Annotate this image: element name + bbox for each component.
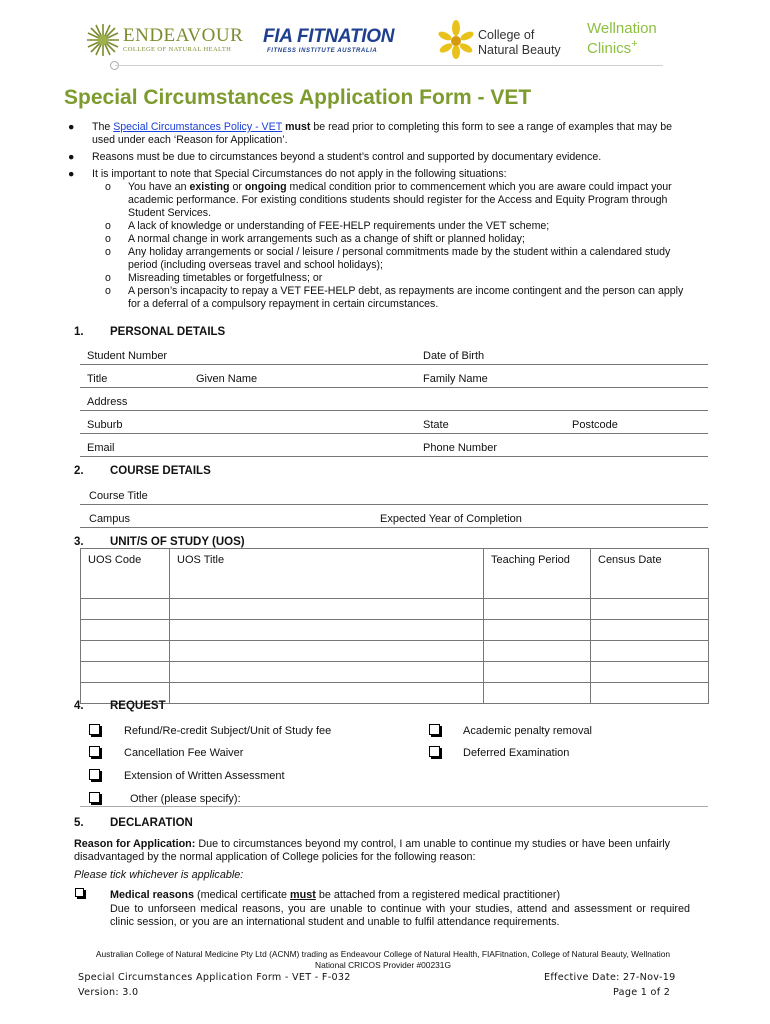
uos-cell[interactable] — [484, 662, 591, 683]
footer-version: Version: 3.0 — [78, 987, 139, 998]
exclusion-item-3: o A normal change in work arrangements such as a change of shift or planned holiday; — [105, 233, 525, 245]
table-row — [81, 620, 709, 641]
campus-label: Campus — [89, 513, 130, 525]
uos-cell[interactable] — [591, 641, 709, 662]
wellnation-wordmark-line1: Wellnation — [587, 20, 657, 37]
section-uos: 3. UNIT/S OF STUDY (UOS) — [74, 536, 245, 548]
header-rule — [115, 65, 663, 66]
course-title-label: Course Title — [89, 490, 148, 502]
tick-note: Please tick whichever is applicable: — [74, 869, 244, 881]
row-line-course-title[interactable] — [80, 504, 708, 505]
sub-bullet-icon: o — [105, 233, 111, 245]
option-deferred-exam-label: Deferred Examination — [463, 747, 570, 759]
reason-for-application: Reason for Application: Due to circumstances beyond my control, I am unable to continue my studies or have been unfairly disadvantaged by the normal application of College policies for the following reason: — [74, 838, 671, 863]
footer-note-line-1: Australian College of Natural Medicine Pty Ltd (ACNM) trading as Endeavour College of Natural Health, FIAFitnation, College of Natural Beauty, Wellnation — [95, 949, 671, 959]
uos-cell[interactable] — [81, 662, 170, 683]
table-row — [81, 641, 709, 662]
footer-note-line-2: National CRICOS Provider #00231G — [315, 960, 451, 970]
student-number-label: Student Number — [87, 350, 168, 362]
title-label: Title — [87, 373, 108, 385]
row-line-name[interactable] — [80, 387, 708, 388]
row-line-email[interactable] — [80, 456, 708, 457]
bullet-icon: ● — [68, 168, 75, 180]
postcode-label: Postcode — [572, 419, 618, 431]
page-title: Special Circumstances Application Form - VET — [64, 86, 532, 109]
uos-header-row — [81, 549, 709, 599]
checkbox-other[interactable] — [89, 792, 100, 803]
uos-cell[interactable] — [591, 599, 709, 620]
table-row — [81, 683, 709, 704]
checkbox-deferred-exam[interactable] — [429, 746, 440, 757]
medical-reasons-heading: Medical reasons (medical certificate must be attached from a registered medical practitioner) — [110, 889, 561, 901]
intro-bullet-2: ● Reasons must be due to circumstances beyond a student’s control and supported by documentary evidence. — [68, 151, 602, 163]
exclusion-item-1: o You have an existing or ongoing medical condition prior to commencement which you are aware could impact your academic performance. For existing conditions students should register for the Access and Equity Program through Student Services. — [105, 181, 672, 219]
expected-year-label: Expected Year of Completion — [380, 513, 522, 525]
uos-cell[interactable] — [81, 620, 170, 641]
section-personal-details: 1. PERSONAL DETAILS — [74, 326, 226, 338]
footer-entity-note — [68, 949, 698, 971]
uos-cell[interactable] — [170, 599, 484, 620]
section-request: 4. REQUEST — [74, 700, 166, 712]
checkbox-medical-reasons[interactable] — [75, 888, 84, 897]
option-extension-label: Extension of Written Assessment — [124, 770, 285, 782]
row-line-student-number[interactable] — [80, 364, 708, 365]
phone-label: Phone Number — [423, 442, 497, 454]
checkbox-extension[interactable] — [89, 769, 100, 780]
bullet-icon: ● — [68, 121, 75, 133]
checkbox-refund[interactable] — [89, 724, 100, 735]
bullet-icon: ● — [68, 151, 75, 163]
uos-cell[interactable] — [170, 620, 484, 641]
uos-col-teaching-period: Teaching Period — [484, 549, 591, 599]
college-natural-beauty-logo — [438, 20, 568, 60]
row-line-address[interactable] — [80, 410, 708, 411]
option-academic-penalty-label: Academic penalty removal — [463, 725, 593, 737]
email-label: Email — [87, 442, 115, 454]
uos-cell[interactable] — [484, 599, 591, 620]
uos-cell[interactable] — [591, 620, 709, 641]
fia-fitnation-logo — [263, 26, 413, 56]
policy-link[interactable]: Special Circumstances Policy - VET — [113, 121, 283, 133]
checkbox-academic-penalty[interactable] — [429, 724, 440, 735]
exclusion-item-6: o A person’s incapacity to repay a VET FEE-HELP debt, as repayments are income contingent and the person can apply for a deferral of a compulsory repayment in certain circumstances. — [105, 285, 684, 310]
exclusion-item-5: o Misreading timetables or forgetfulness; or — [105, 272, 323, 284]
uos-col-title: UOS Title — [170, 549, 484, 599]
section-declaration: 5. DECLARATION — [74, 817, 193, 829]
other-specify-line[interactable] — [80, 806, 708, 807]
uos-cell[interactable] — [591, 662, 709, 683]
row-line-suburb[interactable] — [80, 433, 708, 434]
cnb-wordmark-line2: Natural Beauty — [478, 43, 561, 57]
sub-bullet-icon: o — [105, 246, 111, 258]
row-line-campus[interactable] — [80, 527, 708, 528]
uos-col-census-date: Census Date — [591, 549, 709, 599]
intro-list — [64, 121, 694, 315]
state-label: State — [423, 419, 449, 431]
intro-bullet-1: ● The Special Circumstances Policy - VET must be read prior to completing this form to see a range of examples that may be used under each ‘Reason for Application’. — [68, 121, 672, 146]
endeavour-wordmark: ENDEAVOUR — [123, 25, 244, 46]
uos-col-code: UOS Code — [81, 549, 170, 599]
option-other-label: Other (please specify): — [130, 793, 241, 805]
table-row — [81, 662, 709, 683]
uos-cell[interactable] — [81, 599, 170, 620]
sub-bullet-icon: o — [105, 272, 111, 284]
sub-bullet-icon: o — [105, 285, 111, 297]
option-refund-label: Refund/Re-credit Subject/Unit of Study fee — [124, 725, 332, 737]
uos-cell[interactable] — [484, 620, 591, 641]
wellnation-wordmark-line2: Clinics+ — [587, 38, 638, 57]
footer-effective-date: Effective Date: 27-Nov-19 — [544, 972, 676, 983]
sub-bullet-icon: o — [105, 181, 111, 193]
fia-wordmark: FIA FITNATION — [263, 26, 395, 47]
uos-cell[interactable] — [170, 662, 484, 683]
exclusion-item-4: o Any holiday arrangements or social / leisure / personal commitments made by the student within a calendared study period (including overseas travel and school holidays); — [105, 246, 671, 271]
checkbox-cancellation-fee[interactable] — [89, 746, 100, 757]
flower-icon — [438, 20, 474, 60]
uos-cell[interactable] — [170, 641, 484, 662]
given-name-label: Given Name — [196, 373, 258, 385]
endeavour-star-icon — [85, 22, 121, 58]
wellnation-clinics-logo — [587, 20, 677, 60]
fia-tagline: FITNESS INSTITUTE AUSTRALIA — [267, 48, 378, 54]
uos-table — [80, 548, 709, 704]
uos-cell[interactable] — [484, 683, 591, 704]
footer-form-name: Special Circumstances Application Form - VET - F-032 — [78, 972, 351, 983]
uos-cell[interactable] — [591, 683, 709, 704]
section-course-details: 2. COURSE DETAILS — [74, 465, 211, 477]
family-name-label: Family Name — [423, 373, 488, 385]
suburb-label: Suburb — [87, 419, 123, 431]
cnb-wordmark-line1: College of — [478, 28, 535, 42]
dob-label: Date of Birth — [423, 350, 485, 362]
sub-bullet-icon: o — [105, 220, 111, 232]
address-label: Address — [87, 396, 128, 408]
medical-reasons-description: Due to unforseen medical reasons, you are unable to continue with your studies, attend and assessment or required clinic session, or you are an international student and unable to fulfil attendance requirements. — [110, 903, 690, 928]
uos-cell[interactable] — [484, 641, 591, 662]
option-cancellation-fee-label: Cancellation Fee Waiver — [124, 747, 244, 759]
endeavour-logo — [85, 22, 244, 58]
footer-page-number: Page 1 of 2 — [613, 987, 671, 998]
uos-cell[interactable] — [170, 683, 484, 704]
intro-bullet-3: ● It is important to note that Special Circumstances do not apply in the following situations: o You have an existing or ongoing medical condition prior to commencement which you are aware could impact your academic performance. For existing conditions students should register for the Access and Equity Program through Student Services. o A lack of knowledge or understanding of FEE-HELP requirements under the VET scheme; o A normal change in work arrangements such as a change of shift or planned holiday; o Any holiday arrangements or social / leisure / personal commitments made by the student within a calendared study period (including overseas travel and school holidays); o Misreading timetables or forgetfulness; or o A person’s incapacity to repay a VET FEE-HELP debt, as repayments are income contingent and the person can apply for a deferral of a compulsory repayment in certain circumstances. — [64, 168, 694, 311]
exclusion-item-2: o A lack of knowledge or understanding of FEE-HELP requirements under the VET scheme; — [105, 220, 550, 232]
endeavour-tagline: COLLEGE OF NATURAL HEALTH — [123, 46, 232, 53]
uos-cell[interactable] — [81, 641, 170, 662]
table-row — [81, 599, 709, 620]
